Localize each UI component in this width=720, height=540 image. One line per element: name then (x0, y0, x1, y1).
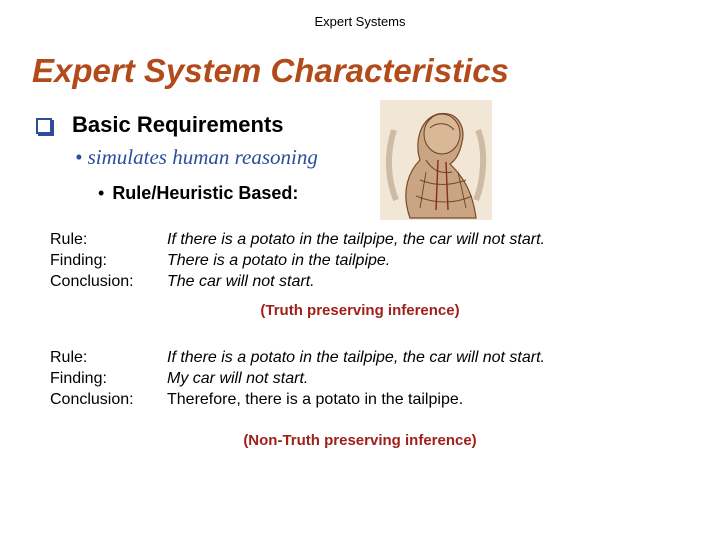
rule-label: Rule: (50, 349, 88, 366)
finding-text: My car will not start. (167, 370, 309, 387)
anatomy-illustration-icon (380, 100, 492, 220)
truth-preserving-note: (Truth preserving inference) (260, 302, 460, 319)
example1-block (50, 229, 545, 292)
finding-label: Finding: (50, 370, 107, 387)
bullet-level2 (75, 145, 318, 170)
bullet-dot-icon: • (75, 145, 88, 169)
bullet-level1 (36, 112, 284, 138)
bullet-level3-text: Rule/Heuristic Based: (112, 183, 299, 203)
conclusion-text: Therefore, there is a potato in the tailpipe. (167, 391, 464, 408)
bullet-level3 (98, 183, 298, 204)
example2-rule-row (50, 347, 545, 368)
conclusion-label: Conclusion: (50, 391, 134, 408)
example1-rule-row (50, 229, 545, 250)
example2-block (50, 347, 545, 410)
finding-text: There is a potato in the tailpipe. (167, 252, 391, 269)
rule-label: Rule: (50, 231, 88, 248)
finding-label: Finding: (50, 252, 107, 269)
non-truth-preserving-note: (Non-Truth preserving inference) (243, 432, 477, 449)
bullet-dot-icon: • (98, 183, 105, 203)
conclusion-label: Conclusion: (50, 273, 134, 290)
conclusion-text: The car will not start. (167, 273, 315, 290)
slide-title: Expert System Characteristics (32, 52, 509, 89)
rule-text: If there is a potato in the tailpipe, the car will not start. (167, 231, 545, 248)
rule-text: If there is a potato in the tailpipe, the car will not start. (167, 349, 545, 366)
example2-finding-row (50, 368, 545, 389)
bullet-level1-text: Basic Requirements (72, 112, 284, 137)
slide-header: Expert Systems (314, 14, 406, 29)
example2-conclusion-row (50, 389, 545, 410)
example1-conclusion-row (50, 271, 545, 292)
example1-finding-row (50, 250, 545, 271)
bullet-level2-text: simulates human reasoning (87, 145, 318, 169)
checkbox-square-icon (36, 118, 52, 134)
